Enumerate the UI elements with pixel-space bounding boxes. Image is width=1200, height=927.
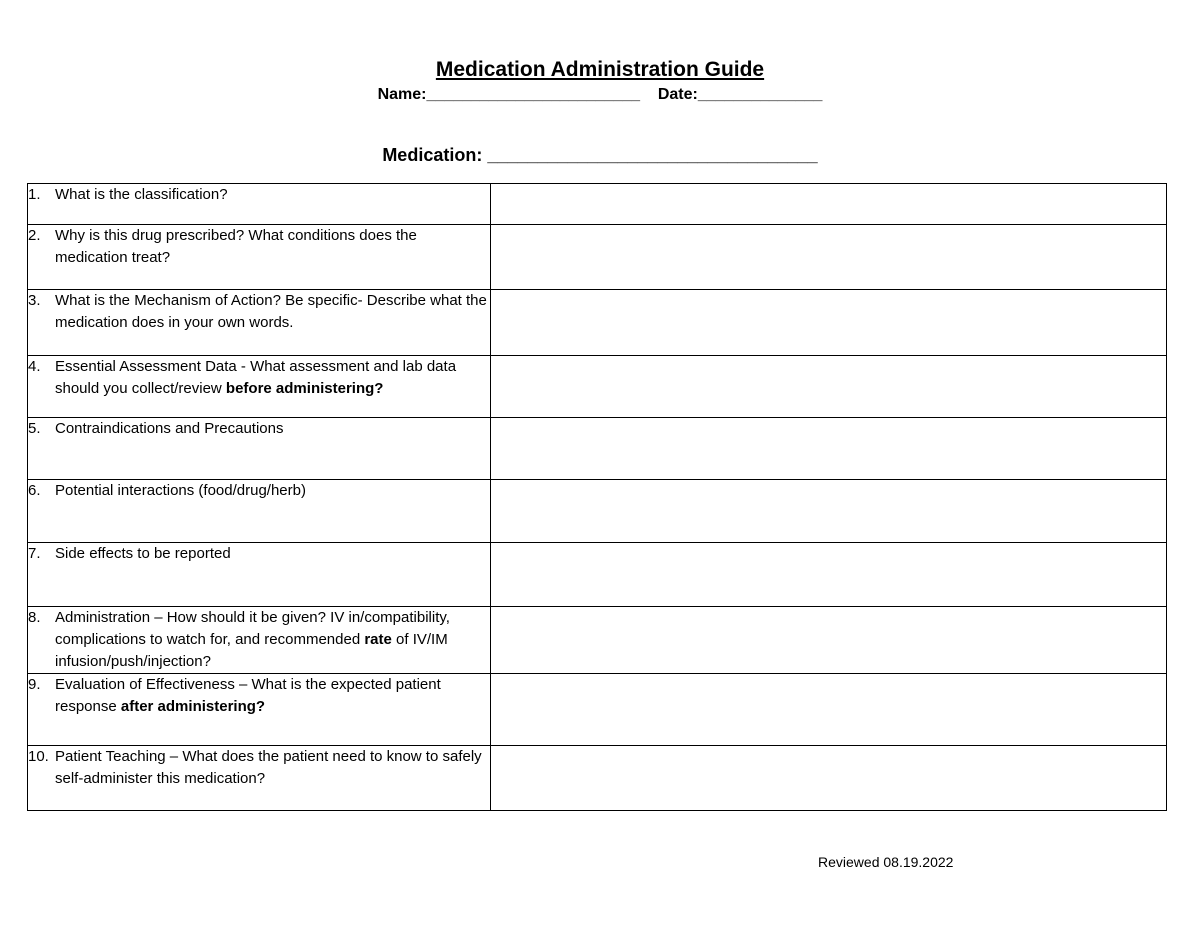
table-row xyxy=(28,418,1167,480)
question-text: Patient Teaching – What does the patient need to know to safely self-administer this medication? xyxy=(55,748,482,787)
question-cell xyxy=(28,746,491,811)
answer-cell[interactable] xyxy=(491,356,1167,418)
table-row xyxy=(28,480,1167,543)
question-number: 2. xyxy=(28,227,41,244)
answer-cell[interactable] xyxy=(491,480,1167,543)
medication-line: Medication: _________________________________ xyxy=(382,145,818,165)
table-row xyxy=(28,290,1167,356)
question-text: What is the Mechanism of Action? Be specific- Describe what the medication does in your own words. xyxy=(55,292,487,331)
table-row xyxy=(28,746,1167,811)
question-table xyxy=(27,183,1167,811)
question-number: 4. xyxy=(28,358,41,375)
question-cell xyxy=(28,418,491,480)
question-cell xyxy=(28,543,491,607)
answer-cell[interactable] xyxy=(491,674,1167,746)
question-number: 6. xyxy=(28,482,41,499)
question-number: 5. xyxy=(28,420,41,437)
question-cell xyxy=(28,290,491,356)
question-cell xyxy=(28,607,491,674)
answer-cell[interactable] xyxy=(491,225,1167,290)
question-cell xyxy=(28,480,491,543)
question-text: Contraindications and Precautions xyxy=(55,420,284,437)
answer-cell[interactable] xyxy=(491,543,1167,607)
reviewed-date: Reviewed 08.19.2022 xyxy=(818,854,954,870)
question-cell xyxy=(28,225,491,290)
table-row xyxy=(28,674,1167,746)
question-number: 9. xyxy=(28,676,41,693)
answer-cell[interactable] xyxy=(491,184,1167,225)
question-number: 7. xyxy=(28,545,41,562)
question-text: Potential interactions (food/drug/herb) xyxy=(55,482,306,499)
question-text: What is the classification? xyxy=(55,186,228,203)
question-number: 10. xyxy=(28,748,49,765)
question-number: 3. xyxy=(28,292,41,309)
question-cell xyxy=(28,674,491,746)
table-row xyxy=(28,543,1167,607)
question-text: Administration – How should it be given? IV in/compatibility, complications to watch for, and recommended rate of IV/IM infusion/push/injection? xyxy=(55,609,450,670)
document-title: Medication Administration Guide xyxy=(435,58,765,81)
table-row xyxy=(28,184,1167,225)
table-row xyxy=(28,607,1167,674)
question-text: Why is this drug prescribed? What conditions does the medication treat? xyxy=(55,227,417,266)
question-text: Essential Assessment Data - What assessment and lab data should you collect/review before administering? xyxy=(55,358,457,397)
question-number: 1. xyxy=(28,186,41,203)
question-number: 8. xyxy=(28,609,41,626)
question-cell xyxy=(28,356,491,418)
answer-cell[interactable] xyxy=(491,290,1167,356)
question-cell xyxy=(28,184,491,225)
table-row xyxy=(28,225,1167,290)
question-text: Side effects to be reported xyxy=(55,545,231,562)
question-text: Evaluation of Effectiveness – What is the expected patient response after administering? xyxy=(55,676,441,715)
table-row xyxy=(28,356,1167,418)
name-date-line: Name:________________________ Date:______________ xyxy=(377,86,823,103)
answer-cell[interactable] xyxy=(491,607,1167,674)
answer-cell[interactable] xyxy=(491,418,1167,480)
answer-cell[interactable] xyxy=(491,746,1167,811)
